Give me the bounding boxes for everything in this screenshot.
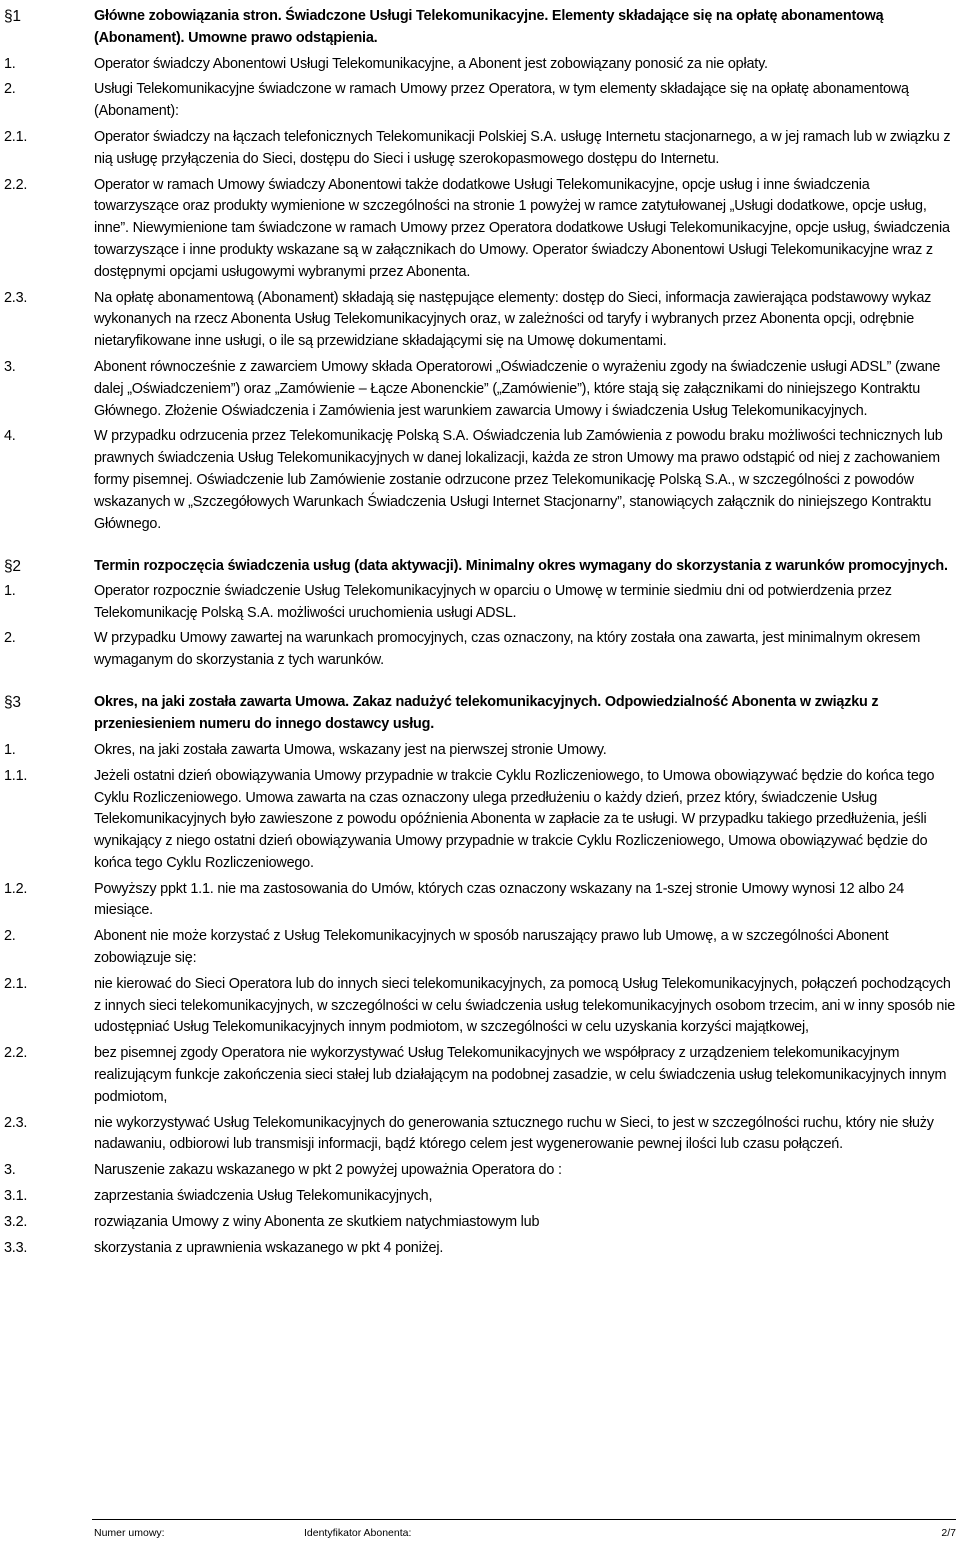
section-symbol: §3	[4, 694, 21, 712]
clause-text: Okres, na jaki została zawarta Umowa, wskazany jest na pierwszej stronie Umowy.	[94, 741, 607, 758]
clause-text: Abonent nie może korzystać z Usług Telekomunikacyjnych w sposób naruszający prawo lub Umowę, a w szczególności Abonent zobowiązuje się:	[94, 928, 889, 967]
clause-number: 2.	[4, 81, 16, 98]
clause-number: 2.3.	[4, 1114, 28, 1131]
clause	[4, 740, 958, 762]
clause-text: bez pisemnej zgody Operatora nie wykorzystywać Usług Telekomunikacyjnych we współpracy z urządzeniem telekomunikacyjnym realizującym funkcje zakończenia sieci stałej lub działającym na podobnej zasadzie, w celu świadczenia usług telekomunikacyjnych innym podmiotom,	[94, 1045, 947, 1105]
clause-number: 2.2.	[4, 1045, 28, 1062]
clause-text: skorzystania z uprawnienia wskazanego w pkt 4 poniżej.	[94, 1239, 444, 1256]
clause-number: 3.2.	[4, 1213, 28, 1230]
clause-number: 2.1.	[4, 128, 28, 145]
clause-number: 2.1.	[4, 975, 28, 992]
clause-text: Naruszenie zakazu wskazanego w pkt 2 powyżej upoważnia Operatora do :	[94, 1162, 562, 1179]
clause-number: 1.2.	[4, 880, 28, 897]
clause-text: Operator w ramach Umowy świadczy Abonentowi także dodatkowe Usługi Telekomunikacyjne, opcje usług i inne świadczenia towarzyszące oraz produkty wymienione w szczególności na stronie 1 powyżej w ramce zatytułowanej „Usługi dodatkowe, opcje usług, inne”. Niewymienione tam świadczone w ramach Umowy przez Operatora dodatkowe Usługi Telekomunikacyjne, opcje usług, świadczenia towarzyszące i inne produkty wskazane są w załącznikach do Umowy. Operator świadczy Abonentowi Usługi Telekomunikacyjne wraz z dostępnymi opcjami usługowymi wybranymi przez Abonenta.	[94, 176, 950, 280]
clause	[4, 926, 958, 970]
clause	[4, 79, 958, 123]
clause-text: Jeżeli ostatni dzień obowiązywania Umowy przypadnie w trakcie Cyklu Rozliczeniowego, to Umowa obowiązywać będzie do końca tego Cyklu Rozliczeniowego. Umowa zawarta na czas oznaczony ulega przedłużeniu o każdy dzień, przez który, świadczenie Usług Telekomunikacyjnych było zawieszone z powodu opóźnienia Abonenta w zapłacie za te usługi. W przypadku takiego przedłużenia, jeśli wynikający z niego ostatni dzień obowiązywania Umowy przypadnie w trakcie Cyklu Rozliczeniowego, Umowa obowiązywać będzie do końca tego Cyklu Rozliczeniowego.	[94, 767, 935, 871]
clause-text: Usługi Telekomunikacyjne świadczone w ramach Umowy przez Operatora, w tym elementy składające się na opłatę abonamentową (Abonament):	[94, 81, 909, 120]
clause-number: 2.	[4, 928, 16, 945]
clause	[4, 1160, 958, 1182]
footer-divider	[92, 1519, 956, 1520]
clause-number: 4.	[4, 428, 16, 445]
section-symbol: §2	[4, 558, 21, 576]
clause-number: 3.1.	[4, 1188, 28, 1205]
clause-text: rozwiązania Umowy z winy Abonenta ze skutkiem natychmiastowym lub	[94, 1213, 540, 1230]
clause-number: 1.1.	[4, 767, 28, 784]
clause	[4, 54, 958, 76]
clause-text: zaprzestania świadczenia Usług Telekomunikacyjnych,	[94, 1188, 433, 1205]
clause-number: 3.	[4, 1162, 16, 1179]
clause	[4, 1238, 958, 1260]
clause-number: 2.3.	[4, 289, 28, 306]
clause-text: Operator świadczy Abonentowi Usługi Telekomunikacyjne, a Abonent jest zobowiązany ponosić za nie opłaty.	[94, 55, 768, 72]
clause-text: Na opłatę abonamentową (Abonament) składają się następujące elementy: dostęp do Sieci, informacja zawierająca podstawowy wykaz wykonanych na rzecz Abonenta Usług Telekomunikacyjnych oraz, w zależności od taryfy i wybranych przez Abonenta opcji, odrębnie nietaryfikowane inne usługi, o ile są przewidziane składającymi się na Umowę dokumentami.	[94, 289, 932, 350]
page-footer	[94, 1526, 956, 1540]
clause	[4, 628, 958, 672]
section-heading	[4, 6, 958, 50]
clause	[4, 766, 958, 875]
clause	[4, 581, 958, 625]
clause	[4, 127, 958, 171]
clause-text: W przypadku odrzucenia przez Telekomunikację Polską S.A. Oświadczenia lub Zamówienia z powodu braku możliwości technicznych lub prawnych świadczenia Usług Telekomunikacyjnych w danej lokalizacji, każda ze stron Umowy ma prawo odstąpić od niej z zachowaniem formy pisemnej. Oświadczenie lub Zamówienie zostanie odrzucone przez Telekomunikację Polską S.A., w szczególności z powodów wskazanych w „Szczegółowych Warunkach Świadczenia Usługi Internet Stacjonarny”, stanowiących załącznik do niniejszego Kontraktu Głównego.	[94, 428, 943, 532]
clause	[4, 1043, 958, 1108]
clause-text: nie kierować do Sieci Operatora lub do innych sieci telekomunikacyjnych, za pomocą Usług Telekomunikacyjnych, połączeń pochodzących z innych sieci telekomunikacyjnych, w szczególności w celu świadczenia usług telekomunikacyjnych osobom trzecim, ani w inny sposób nie udostępniać Usług Telekomunikacyjnych innym podmiotom, w szczególności w celu uzyskania korzyści majątkowej,	[94, 975, 956, 1036]
section-symbol: §1	[4, 8, 21, 25]
clause	[4, 357, 958, 422]
clause	[4, 288, 958, 353]
clause	[4, 1113, 958, 1157]
clause-text: Powyższy ppkt 1.1. nie ma zastosowania do Umów, których czas oznaczony wskazany na 1-szej stronie Umowy wynosi 12 albo 24 miesiące.	[94, 880, 905, 919]
clause-text: Abonent równocześnie z zawarciem Umowy składa Operatorowi „Oświadczenie o wyrażeniu zgody na świadczenie usługi ADSL” (zwane dalej „Oświadczeniem”) oraz „Zamówienie – Łącze Abonenckie” („Zamówienie”), które stają się załącznikami do niniejszego Kontraktu Głównego. Złożenie Oświadczenia i Zamówienia jest warunkiem zawarcia Umowy i świadczenia Usług Telekomunikacyjnych.	[94, 358, 941, 419]
section-heading	[4, 556, 958, 578]
section-heading	[4, 692, 958, 736]
contract-number-label: Numer umowy:	[94, 1527, 165, 1539]
clause-number: 3.3.	[4, 1239, 28, 1256]
clause	[4, 1212, 958, 1234]
clause	[4, 879, 958, 923]
page-number: 2/7	[941, 1527, 956, 1539]
document-body	[4, 6, 958, 1259]
clause-number: 2.	[4, 629, 16, 646]
section-title: Okres, na jaki została zawarta Umowa. Zakaz nadużyć telekomunikacyjnych. Odpowiedzialność Abonenta w związku z przeniesieniem numeru do innego dostawcy usług.	[94, 694, 879, 733]
clause-number: 1.	[4, 741, 16, 758]
clause	[4, 426, 958, 535]
subscriber-id-label: Identyfikator Abonenta:	[304, 1527, 412, 1539]
clause-text: W przypadku Umowy zawartej na warunkach promocyjnych, czas oznaczony, na który została ona zawarta, jest minimalnym okresem wymaganym do skorzystania z tych warunków.	[94, 629, 921, 668]
clause-text: nie wykorzystywać Usług Telekomunikacyjnych do generowania sztucznego ruchu w Sieci, to jest w szczególności ruchu, który nie służy nadawaniu, odbiorowi lub transmisji informacji, bądź którego celem jest wygenerowanie pewnej ilości lub czasu połączeń.	[94, 1114, 934, 1153]
section-title: Główne zobowiązania stron. Świadczone Usługi Telekomunikacyjne. Elementy składające się na opłatę abonamentową (Abonament). Umowne prawo odstąpienia.	[94, 8, 884, 46]
clause-text: Operator rozpocznie świadczenie Usług Telekomunikacyjnych w oparciu o Umowę w terminie siedmiu dni od potwierdzenia przez Telekomunikację Polską S.A. możliwości uruchomienia usługi ADSL.	[94, 583, 892, 621]
clause-number: 1.	[4, 583, 16, 600]
clause-number: 2.2.	[4, 176, 28, 193]
clause-text: Operator świadczy na łączach telefonicznych Telekomunikacji Polskiej S.A. usługę Internetu stacjonarnego, a w jej ramach lub w związku z nią usługę przyłączenia do Sieci, dostępu do Sieci i usługę szerokopasmowego dostępu do Internetu.	[94, 128, 951, 167]
clause	[4, 974, 958, 1039]
clause-number: 3.	[4, 358, 16, 375]
clause-number: 1.	[4, 55, 16, 72]
clause	[4, 175, 958, 284]
clause	[4, 1186, 958, 1208]
section-title: Termin rozpoczęcia świadczenia usług (data aktywacji). Minimalny okres wymagany do skorzystania z warunków promocyjnych.	[94, 558, 948, 575]
